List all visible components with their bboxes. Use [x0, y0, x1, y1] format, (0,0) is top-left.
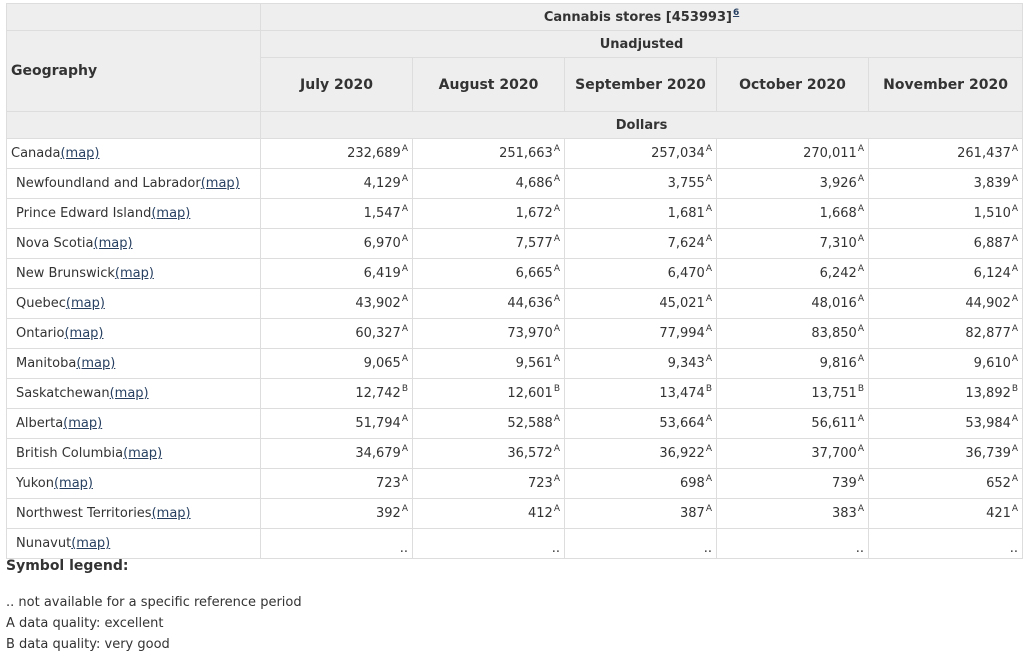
- value-cell: [717, 469, 869, 499]
- map-link[interactable]: (map): [93, 236, 133, 251]
- geography-name: Northwest Territories: [16, 506, 152, 521]
- map-link[interactable]: (map): [151, 206, 191, 221]
- quality-flag: A: [401, 504, 408, 514]
- table-title-text: Cannabis stores [453993]: [543, 9, 732, 25]
- cell-value: 412: [528, 506, 553, 521]
- quality-flag: A: [857, 174, 864, 184]
- quality-flag: A: [553, 474, 560, 484]
- cell-value: 44,636: [507, 296, 553, 311]
- cell-value: 43,902: [355, 296, 401, 311]
- cell-value: 83,850: [811, 326, 857, 341]
- value-cell: [413, 379, 565, 409]
- quality-flag: A: [401, 324, 408, 334]
- quality-flag: A: [401, 144, 408, 154]
- geography-cell: [7, 529, 261, 559]
- cell-value: 723: [528, 476, 553, 491]
- cell-value: 739: [832, 476, 857, 491]
- cell-value: 53,984: [965, 416, 1011, 431]
- cell-value: 53,664: [659, 416, 705, 431]
- cell-value: 44,902: [965, 296, 1011, 311]
- value-cell: [261, 439, 413, 469]
- table-row: [7, 319, 1023, 349]
- geography-cell: [7, 139, 261, 169]
- cell-value: 3,839: [973, 176, 1011, 191]
- value-cell: [869, 289, 1023, 319]
- geography-cell: [7, 319, 261, 349]
- cell-value: 7,624: [667, 236, 705, 251]
- cell-value: 1,672: [515, 206, 553, 221]
- value-cell: [261, 319, 413, 349]
- cell-value: 3,755: [667, 176, 705, 191]
- map-link[interactable]: (map): [64, 326, 104, 341]
- quality-flag: A: [401, 204, 408, 214]
- value-cell: [869, 469, 1023, 499]
- value-cell: [565, 199, 717, 229]
- value-cell: [717, 499, 869, 529]
- value-cell: [261, 229, 413, 259]
- value-cell: [565, 229, 717, 259]
- value-cell: [413, 499, 565, 529]
- cell-value: 392: [376, 506, 401, 521]
- value-cell: [261, 499, 413, 529]
- table-row: [7, 229, 1023, 259]
- cell-value: 52,588: [507, 416, 553, 431]
- quality-flag: A: [1011, 204, 1019, 214]
- value-cell: [717, 199, 869, 229]
- cell-value: 36,922: [659, 446, 705, 461]
- geography-name: Manitoba: [16, 356, 77, 371]
- value-cell: [717, 349, 869, 379]
- cell-value: 270,011: [803, 146, 857, 161]
- quality-flag: A: [857, 234, 864, 244]
- geography-name: Newfoundland and Labrador: [16, 176, 201, 191]
- quality-flag: A: [553, 234, 560, 244]
- geography-name: Prince Edward Island: [16, 206, 152, 221]
- geography-cell: [7, 409, 261, 439]
- quality-flag: B: [857, 384, 864, 394]
- value-cell: [565, 169, 717, 199]
- cell-value: 4,129: [363, 176, 401, 191]
- cell-value: 387: [680, 506, 705, 521]
- quality-flag: A: [705, 294, 712, 304]
- quality-flag: A: [553, 204, 560, 214]
- value-cell: [869, 439, 1023, 469]
- cell-value: 36,739: [965, 446, 1011, 461]
- cell-value: 6,242: [819, 266, 857, 281]
- cell-value: 4,686: [515, 176, 553, 191]
- cell-value: 12,742: [355, 386, 401, 401]
- column-header-july-2020: July 2020: [261, 58, 413, 112]
- quality-flag: A: [705, 234, 712, 244]
- value-cell: [565, 139, 717, 169]
- table-row: [7, 199, 1023, 229]
- quality-flag: A: [1011, 354, 1019, 364]
- cell-value: 45,021: [659, 296, 705, 311]
- value-cell: [717, 409, 869, 439]
- column-header-november-2020: November 2020: [869, 58, 1023, 112]
- geography-name: British Columbia: [16, 446, 124, 461]
- value-cell: [717, 289, 869, 319]
- map-link[interactable]: (map): [71, 536, 111, 551]
- cell-value: 6,970: [363, 236, 401, 251]
- quality-flag: B: [553, 384, 560, 394]
- geography-cell: [7, 439, 261, 469]
- geography-cell: [7, 379, 261, 409]
- geography-cell: [7, 349, 261, 379]
- quality-flag: A: [705, 324, 712, 334]
- map-link[interactable]: (map): [60, 146, 100, 161]
- value-cell: [565, 409, 717, 439]
- cell-value: 261,437: [957, 146, 1011, 161]
- value-cell: [869, 409, 1023, 439]
- table-row: [7, 439, 1023, 469]
- legend-item-not-available: .. not available for a specific reference period: [6, 595, 302, 610]
- quality-flag: A: [857, 264, 864, 274]
- table-title: [261, 4, 1023, 31]
- quality-flag: A: [1011, 444, 1019, 454]
- quality-flag: B: [705, 384, 712, 394]
- geography-name: Yukon: [16, 476, 54, 491]
- value-cell: [565, 529, 717, 559]
- value-cell: [869, 499, 1023, 529]
- quality-flag: A: [553, 294, 560, 304]
- map-link[interactable]: (map): [65, 296, 105, 311]
- cell-value: ..: [1009, 541, 1019, 556]
- value-cell: [565, 259, 717, 289]
- cell-value: 51,794: [355, 416, 401, 431]
- value-cell: [261, 169, 413, 199]
- quality-flag: A: [1011, 144, 1019, 154]
- cell-value: 6,470: [667, 266, 705, 281]
- table-row: [7, 139, 1023, 169]
- value-cell: [565, 439, 717, 469]
- value-cell: [413, 199, 565, 229]
- cell-value: 251,663: [499, 146, 553, 161]
- cell-value: 6,887: [973, 236, 1011, 251]
- quality-flag: A: [705, 144, 712, 154]
- geography-header: Geography: [7, 31, 261, 112]
- column-header-september-2020: September 2020: [565, 58, 717, 112]
- cell-value: 1,510: [973, 206, 1011, 221]
- geography-name: Ontario: [16, 326, 65, 341]
- quality-flag: A: [705, 204, 712, 214]
- cell-value: 6,124: [973, 266, 1011, 281]
- value-cell: [565, 289, 717, 319]
- cell-value: 82,877: [965, 326, 1011, 341]
- table-body: [7, 139, 1023, 559]
- value-cell: [413, 319, 565, 349]
- cell-value: 13,892: [965, 386, 1011, 401]
- quality-flag: A: [857, 444, 864, 454]
- map-link[interactable]: (map): [109, 386, 149, 401]
- cell-value: ..: [703, 541, 712, 556]
- quality-flag: A: [705, 444, 712, 454]
- table-row: [7, 529, 1023, 559]
- value-cell: [261, 409, 413, 439]
- value-cell: [261, 529, 413, 559]
- value-cell: [717, 439, 869, 469]
- cell-value: 9,610: [973, 356, 1011, 371]
- quality-flag: A: [857, 414, 864, 424]
- footnote-link[interactable]: 6: [732, 7, 740, 18]
- data-table: [6, 3, 1023, 559]
- quality-flag: A: [553, 174, 560, 184]
- map-link[interactable]: (map): [151, 506, 191, 521]
- geography-name: Nova Scotia: [16, 236, 94, 251]
- value-cell: [261, 199, 413, 229]
- quality-flag: A: [1011, 414, 1019, 424]
- quality-flag: A: [705, 174, 712, 184]
- value-cell: [413, 439, 565, 469]
- map-link[interactable]: (map): [76, 356, 116, 371]
- cell-value: 698: [680, 476, 705, 491]
- quality-flag: A: [857, 324, 864, 334]
- quality-flag: A: [401, 474, 408, 484]
- quality-flag: A: [553, 414, 560, 424]
- map-link[interactable]: (map): [63, 416, 103, 431]
- quality-flag: A: [401, 414, 408, 424]
- cell-value: 383: [832, 506, 857, 521]
- value-cell: [261, 259, 413, 289]
- map-link[interactable]: (map): [53, 476, 93, 491]
- quality-flag: A: [1011, 234, 1019, 244]
- table-row: [7, 379, 1023, 409]
- quality-flag: A: [857, 474, 864, 484]
- value-cell: [869, 529, 1023, 559]
- geography-name: Saskatchewan: [16, 386, 110, 401]
- quality-flag: A: [705, 264, 712, 274]
- value-cell: [413, 529, 565, 559]
- value-cell: [413, 349, 565, 379]
- column-header-october-2020: October 2020: [717, 58, 869, 112]
- quality-flag: A: [553, 144, 560, 154]
- value-cell: [565, 469, 717, 499]
- table-row: [7, 469, 1023, 499]
- header-corner: [7, 4, 261, 31]
- geography-name: Alberta: [16, 416, 64, 431]
- unit-row: [7, 112, 1023, 139]
- map-link[interactable]: (map): [123, 446, 163, 461]
- quality-flag: A: [401, 294, 408, 304]
- table-row: [7, 289, 1023, 319]
- unit-row-blank: [7, 112, 261, 139]
- value-cell: [261, 379, 413, 409]
- value-cell: [869, 199, 1023, 229]
- geography-name: Canada: [11, 146, 61, 161]
- cell-value: 421: [986, 506, 1011, 521]
- value-cell: [565, 379, 717, 409]
- value-cell: [413, 259, 565, 289]
- quality-flag: A: [705, 504, 712, 514]
- geography-cell: [7, 169, 261, 199]
- value-cell: [869, 349, 1023, 379]
- value-cell: [717, 319, 869, 349]
- value-cell: [413, 229, 565, 259]
- map-link[interactable]: (map): [114, 266, 154, 281]
- cell-value: 1,681: [667, 206, 705, 221]
- cell-value: 77,994: [659, 326, 705, 341]
- value-cell: [869, 259, 1023, 289]
- quality-flag: A: [857, 294, 864, 304]
- quality-flag: A: [705, 414, 712, 424]
- map-link[interactable]: (map): [200, 176, 240, 191]
- cell-value: 652: [986, 476, 1011, 491]
- quality-flag: A: [1011, 294, 1019, 304]
- table-row: [7, 499, 1023, 529]
- value-cell: [717, 139, 869, 169]
- geography-cell: [7, 199, 261, 229]
- quality-flag: A: [1011, 324, 1019, 334]
- value-cell: [717, 379, 869, 409]
- cell-value: ..: [399, 541, 408, 556]
- quality-flag: B: [401, 384, 408, 394]
- value-cell: [869, 169, 1023, 199]
- legend-title: Symbol legend:: [6, 558, 129, 574]
- quality-flag: A: [857, 354, 864, 364]
- cell-value: 9,561: [515, 356, 553, 371]
- value-cell: [413, 469, 565, 499]
- value-cell: [261, 139, 413, 169]
- cell-value: 723: [376, 476, 401, 491]
- quality-flag: A: [1011, 174, 1019, 184]
- table-row: [7, 169, 1023, 199]
- cell-value: 60,327: [355, 326, 401, 341]
- geography-cell: [7, 499, 261, 529]
- quality-flag: A: [553, 264, 560, 274]
- cell-value: 6,419: [363, 266, 401, 281]
- geography-name: New Brunswick: [16, 266, 115, 281]
- cell-value: 37,700: [811, 446, 857, 461]
- value-cell: [565, 319, 717, 349]
- cell-value: 56,611: [811, 416, 857, 431]
- value-cell: [717, 259, 869, 289]
- value-cell: [413, 409, 565, 439]
- adjustment-header: Unadjusted: [261, 31, 1023, 58]
- cell-value: 73,970: [507, 326, 553, 341]
- quality-flag: A: [705, 354, 712, 364]
- cell-value: 9,343: [667, 356, 705, 371]
- quality-flag: A: [857, 144, 864, 154]
- value-cell: [869, 319, 1023, 349]
- unit-header: Dollars: [261, 112, 1023, 139]
- quality-flag: A: [401, 174, 408, 184]
- value-cell: [261, 469, 413, 499]
- quality-flag: A: [401, 234, 408, 244]
- value-cell: [869, 379, 1023, 409]
- cell-value: 1,668: [819, 206, 857, 221]
- value-cell: [413, 139, 565, 169]
- cell-value: 13,751: [811, 386, 857, 401]
- value-cell: [717, 229, 869, 259]
- quality-flag: A: [857, 504, 864, 514]
- value-cell: [717, 529, 869, 559]
- cell-value: 1,547: [363, 206, 401, 221]
- geography-name: Nunavut: [16, 536, 72, 551]
- column-header-august-2020: August 2020: [413, 58, 565, 112]
- cell-value: 48,016: [811, 296, 857, 311]
- quality-flag: A: [705, 474, 712, 484]
- geography-name: Quebec: [16, 296, 66, 311]
- adjustment-row: [7, 31, 1023, 58]
- quality-flag: A: [401, 444, 408, 454]
- quality-flag: A: [553, 354, 560, 364]
- table-row: [7, 259, 1023, 289]
- quality-flag: A: [553, 444, 560, 454]
- quality-flag: A: [1011, 504, 1019, 514]
- cell-value: 6,665: [515, 266, 553, 281]
- quality-flag: A: [553, 324, 560, 334]
- cell-value: 36,572: [507, 446, 553, 461]
- quality-flag: A: [401, 264, 408, 274]
- cell-value: ..: [855, 541, 864, 556]
- cell-value: 9,065: [363, 356, 401, 371]
- quality-flag: A: [857, 204, 864, 214]
- value-cell: [717, 169, 869, 199]
- value-cell: [869, 229, 1023, 259]
- table-title-row: [7, 4, 1023, 31]
- value-cell: [413, 289, 565, 319]
- cell-value: 12,601: [507, 386, 553, 401]
- geography-cell: [7, 469, 261, 499]
- cell-value: 232,689: [347, 146, 401, 161]
- quality-flag: B: [1011, 384, 1019, 394]
- value-cell: [261, 349, 413, 379]
- symbol-legend: [6, 558, 302, 655]
- legend-item-quality-a: A data quality: excellent: [6, 616, 164, 631]
- geography-cell: [7, 289, 261, 319]
- cell-value: 257,034: [651, 146, 705, 161]
- cell-value: 7,310: [819, 236, 857, 251]
- value-cell: [869, 139, 1023, 169]
- value-cell: [261, 289, 413, 319]
- quality-flag: A: [1011, 474, 1019, 484]
- geography-cell: [7, 229, 261, 259]
- cell-value: 3,926: [819, 176, 857, 191]
- cell-value: 13,474: [659, 386, 705, 401]
- cell-value: 34,679: [355, 446, 401, 461]
- geography-cell: [7, 259, 261, 289]
- table-row: [7, 409, 1023, 439]
- quality-flag: A: [401, 354, 408, 364]
- table-row: [7, 349, 1023, 379]
- cell-value: 7,577: [515, 236, 553, 251]
- cell-value: 9,816: [819, 356, 857, 371]
- value-cell: [565, 349, 717, 379]
- cell-value: ..: [551, 541, 560, 556]
- value-cell: [413, 169, 565, 199]
- quality-flag: A: [553, 504, 560, 514]
- quality-flag: A: [1011, 264, 1019, 274]
- legend-item-quality-b: B data quality: very good: [6, 637, 170, 652]
- value-cell: [565, 499, 717, 529]
